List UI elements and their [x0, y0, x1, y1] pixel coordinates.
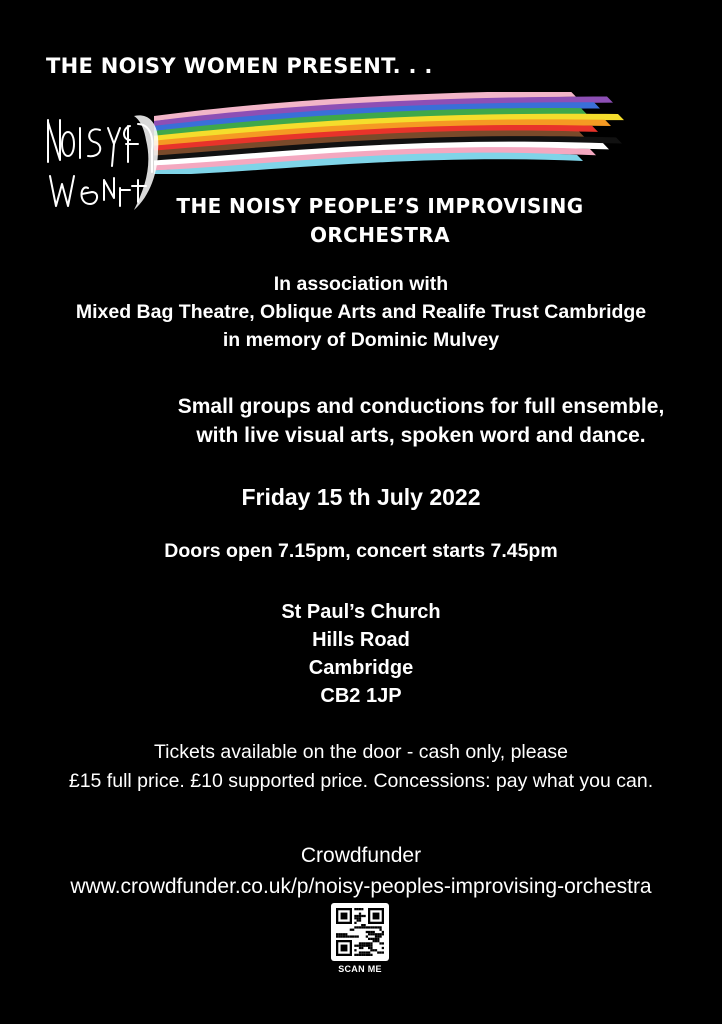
ticket-line: Tickets available on the door - cash only, please [153, 741, 569, 763]
qr-module [345, 933, 347, 935]
qr-module [368, 933, 370, 935]
qr-module [357, 908, 359, 910]
qr-module [354, 908, 356, 910]
qr-module [361, 945, 363, 947]
qr-module [361, 924, 363, 926]
qr-code-pattern [336, 908, 384, 956]
qr-module [363, 926, 365, 928]
qr-module [366, 951, 368, 953]
qr-module [363, 924, 365, 926]
qr-module [343, 933, 345, 935]
qr-module [359, 951, 361, 953]
door-times: Doors open 7.15pm, concert starts 7.45pm [164, 540, 558, 562]
qr-module [368, 931, 370, 933]
qr-module [361, 947, 363, 949]
qr-code-icon[interactable] [331, 903, 389, 961]
qr-module [359, 954, 361, 956]
association-block [0, 270, 722, 354]
qr-module [379, 926, 381, 928]
qr-module [343, 935, 345, 937]
qr-module [359, 945, 361, 947]
qr-module [359, 919, 361, 921]
qr-module [373, 949, 375, 951]
qr-module [361, 915, 363, 917]
association-line: In association with [273, 273, 449, 295]
qr-module [379, 933, 381, 935]
qr-module [368, 945, 370, 947]
qr-module [350, 935, 352, 937]
qr-module [341, 945, 348, 952]
qr-module [363, 945, 365, 947]
qr-module [373, 926, 375, 928]
qr-module [345, 935, 347, 937]
qr-module [341, 913, 348, 920]
qr-module [382, 942, 384, 944]
qr-module [341, 935, 343, 937]
qr-module [379, 929, 381, 931]
qr-module [373, 931, 375, 933]
scan-me-caption: SCAN ME [338, 964, 382, 974]
venue-address [0, 598, 722, 710]
rainbow-brushstroke [150, 92, 625, 174]
qr-module [375, 935, 377, 937]
qr-module [375, 933, 377, 935]
qr-module [363, 915, 365, 917]
qr-module [363, 954, 365, 956]
presenter-heading: THE NOISY WOMEN PRESENT. . . [46, 54, 433, 78]
qr-module [370, 945, 372, 947]
qr-module [370, 933, 372, 935]
crowdfunder-label: Crowdfunder [300, 844, 422, 867]
qr-module [354, 917, 356, 919]
crowdfunder-block [0, 840, 722, 902]
qr-module [361, 908, 363, 910]
qr-module [382, 933, 384, 935]
qr-module [361, 942, 363, 944]
qr-module [377, 938, 379, 940]
qr-module [370, 931, 372, 933]
qr-module [350, 929, 352, 931]
qr-module [377, 933, 379, 935]
qr-module [370, 954, 372, 956]
qr-module [359, 917, 361, 919]
qr-module [373, 940, 375, 942]
qr-module [354, 935, 356, 937]
qr-module [359, 908, 361, 910]
ticket-line: £15 full price. £10 supported price. Concessions: pay what you can. [68, 770, 654, 792]
qr-module [336, 935, 338, 937]
qr-module [368, 951, 370, 953]
qr-module [377, 951, 379, 953]
qr-module [373, 913, 380, 920]
qr-module [347, 935, 349, 937]
qr-module [366, 935, 368, 937]
qr-module [375, 949, 377, 951]
qr-module [368, 947, 370, 949]
title-line: ORCHESTRA [309, 223, 450, 247]
venue-line: Cambridge [308, 657, 414, 679]
qr-module [352, 935, 354, 937]
noisy-women-logo-icon [42, 110, 160, 218]
crowdfunder-url[interactable]: www.crowdfunder.co.uk/p/noisy-peoples-improvising-orchestra [70, 875, 652, 898]
qr-module [363, 951, 365, 953]
qr-module [373, 938, 375, 940]
qr-module [361, 954, 363, 956]
qr-module [379, 951, 381, 953]
qr-module [357, 926, 359, 928]
qr-module [375, 938, 377, 940]
qr-module [366, 954, 368, 956]
qr-module [359, 915, 361, 917]
qr-module [354, 945, 356, 947]
qr-module [366, 942, 368, 944]
qr-module [354, 926, 356, 928]
qr-module [354, 949, 356, 951]
association-line: Mixed Bag Theatre, Oblique Arts and Realife Trust Cambridge [75, 301, 647, 323]
qr-module [366, 945, 368, 947]
qr-module [373, 933, 375, 935]
qr-module [359, 947, 361, 949]
qr-module [366, 926, 368, 928]
qr-module [359, 942, 361, 944]
qr-module [382, 951, 384, 953]
qr-module [370, 949, 372, 951]
qr-module [366, 931, 368, 933]
qr-module [361, 926, 363, 928]
qr-module [377, 935, 379, 937]
qr-module [357, 919, 359, 921]
qr-module [377, 926, 379, 928]
association-line: in memory of Dominic Mulvey [222, 329, 500, 351]
qr-module [370, 926, 372, 928]
venue-line: Hills Road [312, 629, 410, 651]
description-block [60, 392, 722, 450]
qr-module [370, 947, 372, 949]
description-line: with live visual arts, spoken word and dance. [196, 424, 646, 447]
venue-line: St Paul’s Church [281, 601, 441, 623]
qr-module [357, 954, 359, 956]
venue-line: CB2 1JP [320, 685, 402, 707]
qr-module [357, 917, 359, 919]
qr-module [370, 938, 372, 940]
qr-module [359, 913, 361, 915]
qr-module [363, 942, 365, 944]
qr-module [382, 947, 384, 949]
orchestra-title [150, 192, 610, 250]
event-date: Friday 15 th July 2022 [241, 484, 481, 510]
qr-module [377, 940, 379, 942]
qr-module [379, 935, 381, 937]
qr-module [375, 940, 377, 942]
qr-module [375, 926, 377, 928]
qr-module [368, 954, 370, 956]
qr-module [336, 933, 338, 935]
qr-module [357, 915, 359, 917]
title-line: THE NOISY PEOPLE’S IMPROVISING [176, 194, 584, 218]
ticket-info [0, 738, 722, 796]
qr-module [352, 929, 354, 931]
qr-module [338, 935, 340, 937]
qr-module [379, 942, 381, 944]
description-line: Small groups and conductions for full ensemble, [177, 395, 665, 418]
qr-module [359, 926, 361, 928]
qr-module [354, 915, 356, 917]
qr-module [368, 942, 370, 944]
qr-module [368, 926, 370, 928]
qr-module [357, 935, 359, 937]
qr-module [354, 954, 356, 956]
qr-module [341, 933, 343, 935]
qr-module [361, 951, 363, 953]
qr-module [368, 938, 370, 940]
qr-module [354, 922, 356, 924]
qr-module [382, 931, 384, 933]
qr-module [370, 942, 372, 944]
qr-module [338, 933, 340, 935]
qr-module [357, 945, 359, 947]
